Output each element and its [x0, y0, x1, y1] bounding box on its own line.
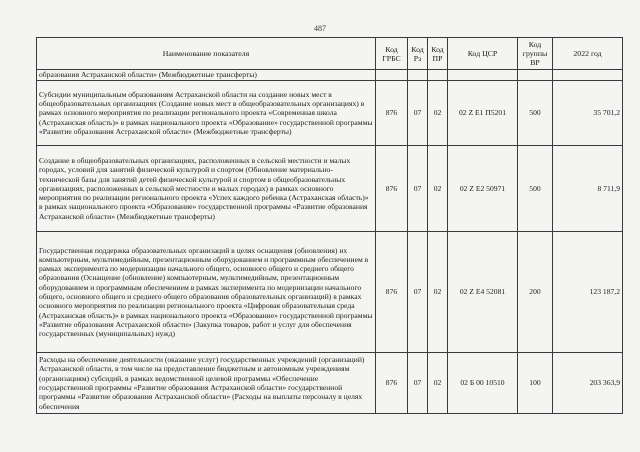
row-pr: 02 [428, 232, 448, 353]
page-number: 487 [314, 24, 326, 33]
table-row [37, 146, 623, 232]
row-amount: 203 363,9 [553, 353, 623, 414]
table-row [37, 81, 623, 146]
header-row [37, 38, 623, 70]
budget-table [36, 37, 623, 414]
row-csr: 02 Z E4 52081 [448, 232, 518, 353]
table-row [37, 353, 623, 414]
continuation-row [37, 70, 623, 81]
row-grbs: 876 [376, 353, 408, 414]
table-row [37, 232, 623, 353]
row-csr: 02 Z E2 50971 [448, 146, 518, 232]
row-rz: 07 [408, 232, 428, 353]
row-amount: 35 701,2 [553, 81, 623, 146]
row-vr: 500 [518, 146, 553, 232]
row-grbs: 876 [376, 81, 408, 146]
row-vr: 200 [518, 232, 553, 353]
row-grbs: 876 [376, 232, 408, 353]
header-name: Наименование показателя [37, 38, 376, 70]
header-year: 2022 год [553, 38, 623, 70]
row-grbs: 876 [376, 146, 408, 232]
row-pr: 02 [428, 353, 448, 414]
row-name: Государственная поддержка образовательных организаций в целях оснащения (обновления) их компьютерным, мультимедийным, презентационным оборудованием и программным обеспечением в рамках эксперимента по модернизации начального общего, основного общего и среднего общего образования (Оснащение (обновление) компьютерным, мультимедийным, презентационным оборудованием и программным обеспечением в рамках эксперимента по модернизации начального общего, основного общего и среднего общего образования образовательных организаций) в рамках основного мероприятия по реализации регионального проекта «Цифровая образовательная среда (Астраханская область)» в рамках национального проекта «Образование» государственной программы «Развитие образования Астраханской области» (Закупка товаров, работ и услуг для обеспечения государственных (муниципальных) нужд) [37, 232, 376, 353]
row-name: Создание в общеобразовательных организациях, расположенных в сельской местности и малых городах, условий для занятий физической культурой и спортом (Обновление материально-технической базы для занятий детей физической культурой и спортом в общеобразовательных организациях, расположенных в сельской местности и малых городах) в рамках основного мероприятия по реализации регионального проекта «Успех каждого ребенка (Астраханская область)» в рамках национального проекта «Образование» государственной программы «Развитие образования Астраханской области» (Межбюджетные трансферты) [37, 146, 376, 232]
row-name: Расходы на обеспечение деятельности (оказание услуг) государственных учреждений (организаций) Астраханской области, в том числе на предоставление бюджетным и автономным учреждениям (организациям) субсидий, в рамках ведомственной целевой программы «Обеспечение государственной программы «Развитие образования Астраханской области» государственной программы «Развитие образования Астраханской области» (Расходы на выплаты персоналу в целях обеспечения [37, 353, 376, 414]
header-csr: Код ЦСР [448, 38, 518, 70]
row-name: Субсидии муниципальным образованиям Астраханской области на создание новых мест в общеобразовательных организациях (Создание новых мест в общеобразовательных организациях) в рамках основного мероприятия по реализации регионального проекта «Современная школа (Астраханская область)» в рамках национального проекта «Образование» государственной программы «Развитие образования Астраханской области» (Межбюджетные трансферты) [37, 81, 376, 146]
row-rz: 07 [408, 81, 428, 146]
row-pr: 02 [428, 146, 448, 232]
header-grbs: Код ГРБС [376, 38, 408, 70]
row-pr: 02 [428, 81, 448, 146]
row-vr: 100 [518, 353, 553, 414]
row-csr: 02 Z E1 П5201 [448, 81, 518, 146]
row-amount: 123 187,2 [553, 232, 623, 353]
row-rz: 07 [408, 353, 428, 414]
continuation-text: образования Астраханской области» (Межбюджетные трансферты) [37, 70, 376, 81]
header-rz: Код Рз [408, 38, 428, 70]
row-csr: 02 Б 00 10510 [448, 353, 518, 414]
row-rz: 07 [408, 146, 428, 232]
row-amount: 8 711,9 [553, 146, 623, 232]
header-pr: Код ПР [428, 38, 448, 70]
row-vr: 500 [518, 81, 553, 146]
header-vr: Код группы ВР [518, 38, 553, 70]
